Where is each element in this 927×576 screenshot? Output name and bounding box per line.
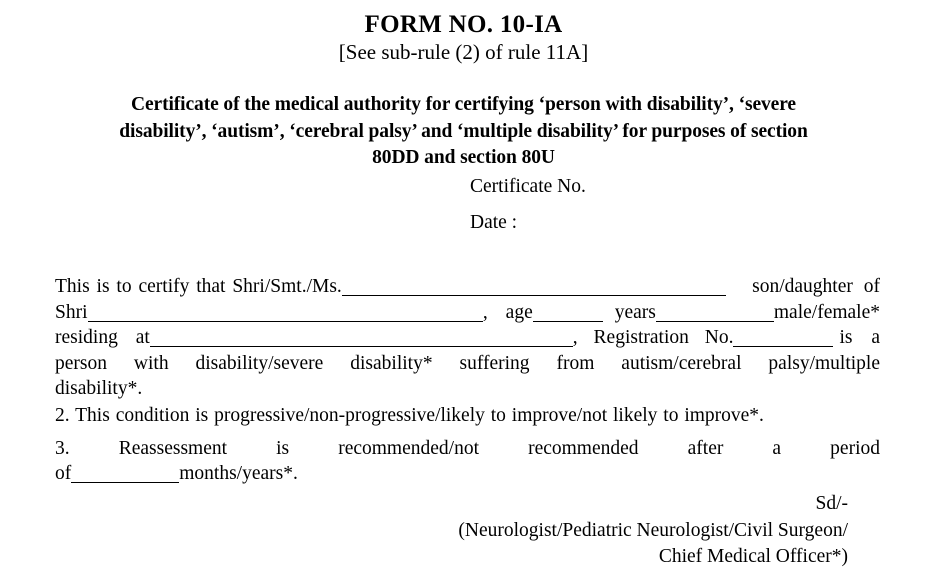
reassessment-item-line-1: 3. Reassessment is recommended/not recommended after a period (55, 438, 880, 459)
certify-line-2 (55, 300, 880, 325)
reassessment-item-line-2 (55, 461, 880, 486)
form-heading-line-3: 80DD and section 80U (372, 147, 555, 168)
certify-line1-text: This is to certify that Shri/Smt./Ms. (55, 276, 342, 297)
blank-field-registration-no (733, 325, 833, 347)
father-name-label: Shri (55, 302, 88, 323)
blank-field-father-name (88, 300, 483, 322)
blank-field-age (533, 300, 603, 322)
blank-field-period (71, 461, 179, 483)
years-label: years (614, 302, 656, 323)
signature-designation-line-2: Chief Medical Officer*) (658, 546, 848, 567)
date-label: Date : (470, 212, 518, 233)
months-years-label: months/years*. (179, 463, 298, 484)
signature-sd-label: Sd/- (815, 493, 848, 514)
form-heading-line-2: disability’, ‘autism’, ‘cerebral palsy’ and ‘multiple disability’ for purposes of section (119, 120, 808, 142)
signature-block (458, 491, 848, 571)
residing-at-label: residing at (55, 327, 150, 348)
blank-field-name (342, 274, 726, 296)
form-heading (57, 92, 870, 172)
certify-line-1 (55, 274, 880, 299)
certify-line-3 (55, 325, 880, 350)
gender-options-label: male/female* (773, 302, 880, 323)
condition-item: 2. This condition is progressive/non-progressive/likely to improve/not likely to improve*. (55, 405, 764, 426)
certify-line-5: disability*. (55, 378, 143, 399)
certify-line3-tail: is a (839, 327, 880, 348)
certify-line-4: person with disability/severe disability* suffering from autism/cerebral palsy/multiple (55, 353, 880, 374)
certify-line1-tail: son/daughter of (752, 276, 880, 297)
form-title: FORM NO. 10-IA (364, 11, 563, 38)
form-subtitle: [See sub-rule (2) of rule 11A] (338, 40, 589, 64)
blank-field-address (150, 325, 573, 347)
registration-no-label: , Registration No. (572, 327, 734, 348)
age-label: , age (482, 302, 533, 323)
certificate-no-label: Certificate No. (470, 176, 586, 197)
period-of-label: of (55, 463, 72, 484)
signature-designation-line-1: (Neurologist/Pediatric Neurologist/Civil Surgeon/ (458, 519, 848, 541)
form-heading-line-1: Certificate of the medical authority for certifying ‘person with disability’, ‘severe (130, 94, 796, 115)
blank-field-gender (656, 300, 774, 322)
